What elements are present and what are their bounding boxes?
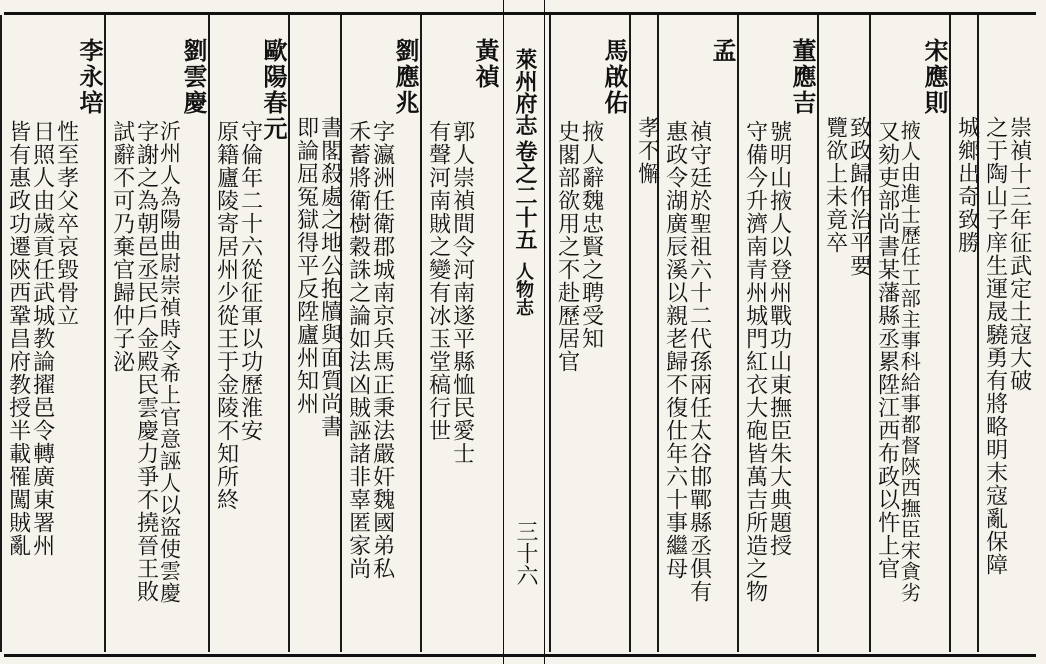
center-column	[503, 0, 545, 664]
entry-line: 字瀛洲任衛郡城南京兵馬正秉法嚴奸魏國弟私	[369, 120, 395, 580]
entry-name: 宋應則	[920, 38, 949, 116]
entry-line: 惠政令湖廣辰溪以親老歸不復仕年六十事繼母	[662, 120, 688, 580]
entry-line: 試辭不可乃棄官歸仲子泌	[109, 120, 135, 373]
entry-line: 守備今升濟南青州城門紅衣大砲皆萬吉所造之物	[742, 120, 768, 603]
entry-line: 皆有惠政功遷陝西鞏昌府教授半載罹闖賊亂	[5, 120, 31, 557]
entry-name: 董應吉	[788, 38, 817, 116]
entry-line: 號明山掖人以登州戰功山東撫臣朱大典題授	[766, 120, 792, 557]
entry-name: 劉雲慶	[179, 38, 208, 116]
entry-5	[658, 0, 738, 664]
entry-8	[421, 0, 501, 664]
entry-line: 書閣殺處之地公抱牘與面質尚書	[317, 116, 343, 438]
entry-name: 馬啟佑	[600, 38, 629, 116]
entry-line: 致政歸作治平要	[846, 116, 872, 277]
entry-line: 崇禎十三年征武定土寇大破	[1006, 116, 1032, 392]
entry-line: 日照人由歲貢任武城教論擢邑令轉廣東署州	[29, 120, 55, 557]
entry-4	[738, 0, 818, 664]
entry-line: 史閣部欲用之不赴歷居官	[554, 120, 580, 373]
entry-7	[550, 0, 630, 664]
entry-name: 黃禎	[471, 38, 500, 90]
entry-9	[341, 0, 421, 664]
entry-line: 字謝之為朝邑丞民戶金殿民雲慶力爭不撓晉王敗	[133, 120, 159, 603]
chapter-label: 卷之二十五	[512, 140, 538, 250]
entry-line: 有聲河南賊之變有冰玉堂稿行世	[425, 120, 451, 442]
entry-line: 之于陶山子庠生運晟驍勇有將略明末寇亂保障	[982, 116, 1008, 576]
entry-10	[289, 0, 341, 664]
entry-2	[870, 0, 950, 664]
entry-line: 禎守廷於聖祖六十二代孫兩任太谷邯鄲縣丞俱有	[686, 120, 712, 603]
section-label: 人物志	[513, 262, 534, 316]
entry-line: 覽欲上未竟卒	[822, 116, 848, 254]
page-number: 三十六	[513, 520, 538, 586]
entry-12	[105, 0, 209, 664]
entry-name: 歐陽春元	[259, 38, 288, 142]
entry-3	[818, 0, 870, 664]
entry-14	[0, 0, 1, 664]
entry-line: 掖人辭魏忠賢之聘受知	[578, 120, 604, 350]
entry-line: 即論屈冤獄得平反陞廬州知州	[293, 116, 319, 415]
entry-line: 沂州人為陽曲尉崇禎時令希上官意誣人以盜使雲慶	[157, 120, 182, 604]
entry-6	[630, 0, 658, 664]
entry-name: 孟	[708, 38, 737, 64]
entry-name: 李永培	[75, 38, 104, 116]
entry-line: 禾蓄將衛樹穀誅之論如法凶賊誣諸非辜匿家尚	[345, 120, 371, 580]
entry-name: 劉應兆	[391, 38, 420, 116]
entry-11	[209, 0, 289, 664]
entry-line: 掖人由進士歷任工部主事科給事都督陝西撫臣宋貪劣	[897, 120, 922, 603]
entry-0	[978, 0, 1030, 664]
entry-line: 城鄉出奇致勝	[954, 116, 980, 254]
entry-line: 守倫年二十六從征軍以功歷淮安	[237, 120, 263, 442]
entry-line: 孝不懈	[634, 116, 660, 185]
entry-line: 郭人崇禎間令河南遂平縣恤民愛士	[449, 120, 475, 465]
entry-line: 又劾吏部尚書某藩縣丞累陞江西布政以忤上官	[874, 120, 900, 580]
entry-line: 原籍廬陵寄居州少從王于金陵不知所終	[213, 120, 239, 511]
entry-13	[1, 0, 105, 664]
entry-1	[950, 0, 978, 664]
entry-line: 性至孝父卒哀毀骨立	[53, 120, 79, 327]
book-title: 萊州府志	[512, 48, 538, 136]
